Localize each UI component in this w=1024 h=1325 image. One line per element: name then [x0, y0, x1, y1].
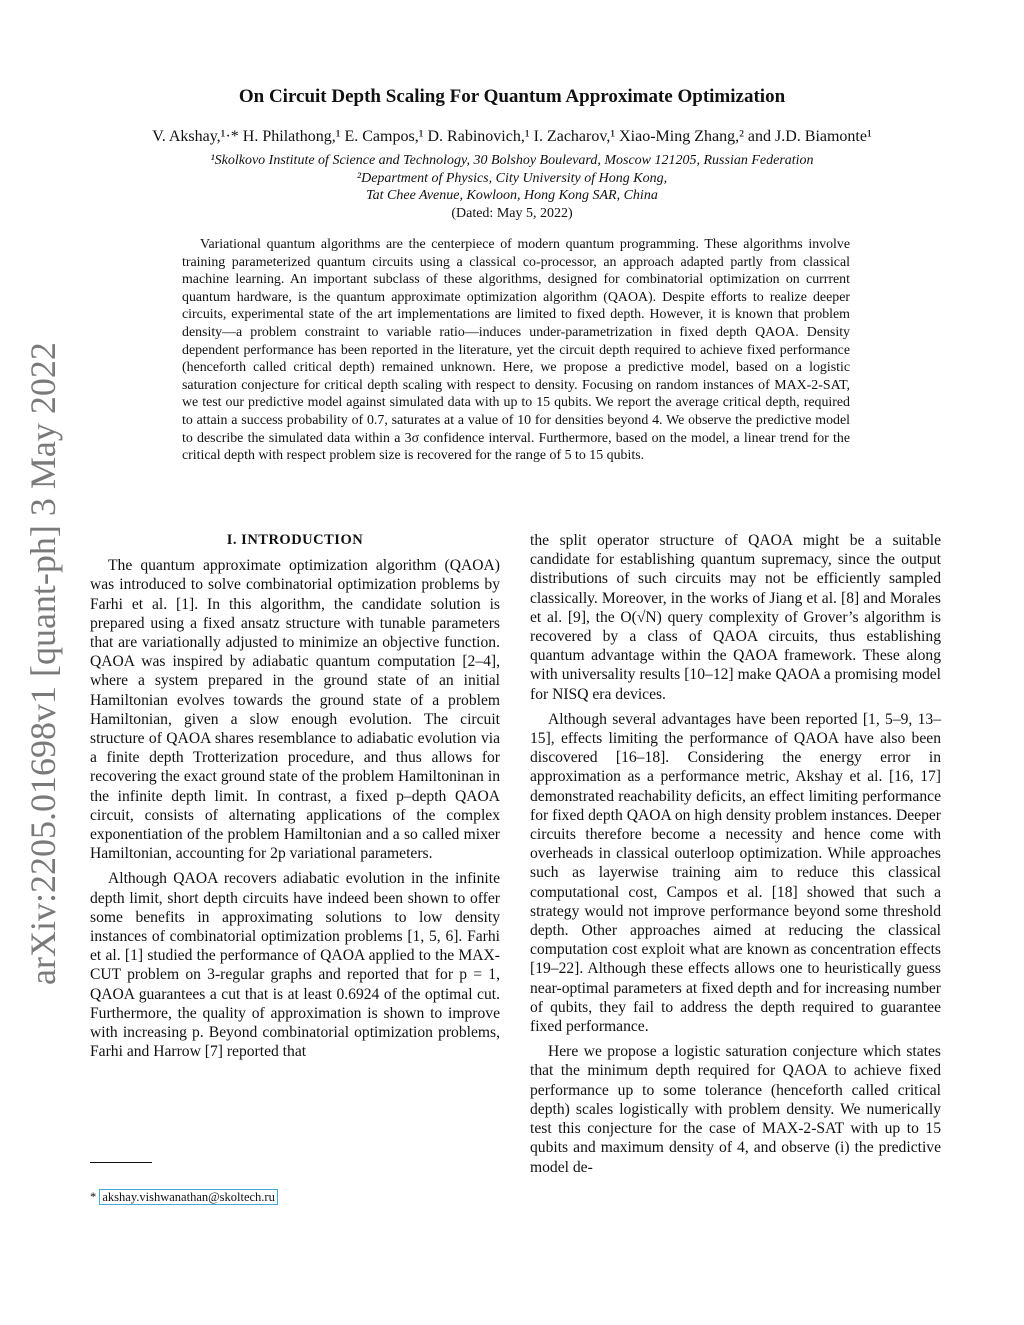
abstract: Variational quantum algorithms are the centerpiece of modern quantum programming. These algorithms involve training parameterized quantum circuits using a classical co-processor, an approach adapted partly from classical machine learning. An important subclass of these algorithms, designed for combinatorial optimization on currrent quantum hardware, is the quantum approximate optimization algorithm (QAOA). Despite efforts to realize deeper circuits, experimental state of the art implementations are limited to fixed depth. However, it is known that problem density—a problem constraint to variable ratio—induces under-parametrization in fixed depth QAOA. Density dependent performance has been reported in the literature, yet the circuit depth required to achieve fixed performance (henceforth called critical depth) remained unknown. Here, we propose a predictive model, based on a logistic saturation conjecture for critical depth scaling with respect to density. Focusing on random instances of MAX-2-SAT, we test our predictive model against simulated data with up to 15 qubits. We report the average critical depth, required to attain a success probability of 0.7, saturates at a value of 10 for densities beyond 4. We observe the predictive model to describe the simulated data within a 3σ confidence interval. Furthermore, based on the model, a linear trend for the critical depth with respect problem size is recovered for the range of 5 to 15 qubits.: [182, 237, 850, 464]
footnote-marker: *: [90, 1190, 97, 1204]
paper-title: On Circuit Depth Scaling For Quantum Approximate Optimization: [238, 86, 786, 107]
footnote-rule: [90, 1162, 152, 1163]
affiliation-2-line1: ²Department of Physics, City University of Hong Kong,: [356, 171, 668, 186]
arxiv-watermark: [10, 330, 70, 990]
paragraph: Although QAOA recovers adiabatic evolution in the infinite depth limit, short depth circuits have indeed been shown to offer some benefits in approximating solutions to low density instances of combinatorial optimization problems [1, 5, 6]. Farhi et al. [1] studied the performance of QAOA applied to the MAX-CUT problem on 3-regular graphs and reported that for p = 1, QAOA guarantees a cut that is at least 0.6924 of the optimal cut. Furthermore, the quality of approximation is shown to improve with increasing p. Beyond combinatorial optimization problems, Farhi and Harrow [7] reported that: [90, 870, 500, 1061]
paragraph: The quantum approximate optimization algorithm (QAOA) was introduced to solve combinatorial optimization problems by Farhi et al. [1]. In this algorithm, the candidate solution is prepared using a fixed ansatz structure with tunable parameters that are variationally adjusted to minimize an objective function. QAOA was inspired by adiabatic quantum computation [2–4], where a system prepared in the ground state of an initial Hamiltonian evolves towards the ground state of a problem Hamiltonian, given a slow enough evolution. The circuit structure of QAOA shares resemblance to adiabatic evolution via a finite depth Trotterization procedure, and thus allows for recovering the exact ground state of the problem Hamiltoninan in the infinite depth limit. In contrast, a fixed p–depth QAOA circuit, consists of alternating applications of the complex exponentiation of the problem Hamiltonian and a so called mixer Hamiltonian, accounting for 2p variational parameters.: [90, 557, 500, 863]
affiliation-1: ¹Skolkovo Institute of Science and Technology, 30 Bolshoy Boulevard, Moscow 121205, Russian Federation: [210, 153, 814, 168]
paragraph: the split operator structure of QAOA might be a suitable candidate for establishing quantum supremacy, since the output distributions of such circuits may not be efficiently sampled classically. Moreover, in the works of Jiang et al. [8] and Morales et al. [9], the O(√N) query complexity of Grover’s algorithm is recovered by a class of QAOA circuits, thus establishing quantum advantage within the QAOA framework. These along with universality results [10–12] make QAOA a promising model for NISQ era devices.: [530, 532, 941, 703]
paragraph: Although several advantages have been reported [1, 5–9, 13–15], effects limiting the performance of QAOA have also been discovered [16–18]. Considering the energy error in approximation as a performance metric, Akshay et al. [16, 17] demonstrated reachability deficits, an effect limiting performance for fixed depth QAOA on high density problem instances. Deeper circuits therefore become a necessity and hence come with overheads in classical outerloop optimization. While approaches such as layerwise training aim to reduce this classical computational cost, Campos et al. [18] showed that such a strategy would not improve performance beyond some threshold depth. Other approaches aimed at reducing the classical computation cost exploit what are known as concentration effects [19–22]. Although these effects allows one to heuristically guess near-optimal parameters at fixed depth and for increasing number of qubits, they fail to address the depth required to guarantee fixed performance.: [530, 710, 941, 1036]
date-line: (Dated: May 5, 2022): [451, 206, 573, 221]
authors-text: V. Akshay,¹·* H. Philathong,¹ E. Campos,¹ D. Rabinovich,¹ I. Zacharov,¹ Xiao-Ming Zhang,² and J.D. Biamonte¹: [152, 128, 872, 145]
author-list: [0, 128, 1024, 146]
email-link[interactable]: akshay.vishwanathan@skoltech.ru: [99, 1189, 277, 1205]
right-column: [530, 531, 941, 1183]
paragraph: Here we propose a logistic saturation conjecture which states that the minimum depth required for QAOA to achieve fixed performance up to some tolerance (henceforth called critical depth) scales logistically with problem density. We numerically test this conjecture for the case of MAX-2-SAT with up to 15 qubits and maximum density of 4, and observe (i) the predictive model de-: [530, 1043, 941, 1176]
left-column: [90, 531, 500, 1067]
affiliation-2-line2: Tat Chee Avenue, Kowloon, Hong Kong SAR, China: [366, 188, 658, 203]
footnote: [90, 1190, 278, 1205]
section-heading: I. INTRODUCTION: [226, 532, 364, 548]
arxiv-id: arXiv:2205.01698v1 [quant-ph] 3 May 2022: [23, 342, 63, 985]
